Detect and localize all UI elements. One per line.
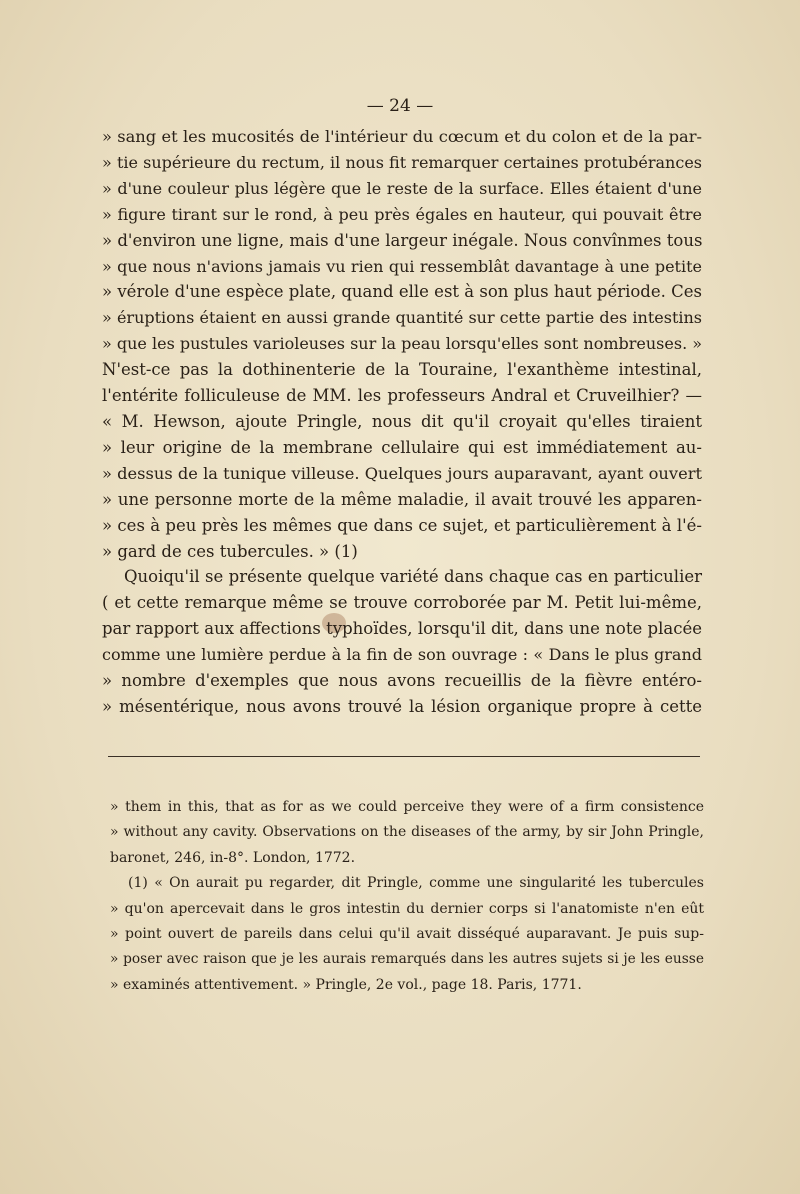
text-line: » leur origine de la membrane cellulaire qui est immédiatement au-: [102, 437, 702, 457]
page-number: — 24 —: [366, 96, 434, 116]
main-text: [102, 124, 702, 720]
footnote-line: » point ouvert de pareils dans celui qu'il avait disséqué auparavant. Je puis sup-: [110, 926, 704, 943]
text-line: » d'environ une ligne, mais d'une largeur inégale. Nous convînmes tous: [102, 230, 703, 250]
text-line: » que les pustules varioleuses sur la peau lorsqu'elles sont nombreuses. »: [102, 334, 703, 354]
footnote-line: baronet, 246, in-8°. London, 1772.: [110, 849, 356, 866]
text-line: » tie supérieure du rectum, il nous fit remarquer certaines protubérances: [102, 152, 702, 172]
footnote-separator: [108, 756, 700, 757]
footnote-line: » them in this, that as for as we could perceive they were of a firm consistence: [110, 799, 704, 815]
text-line: » vérole d'une espèce plate, quand elle est à son plus haut période. Ces: [102, 282, 702, 302]
text-line: » une personne morte de la même maladie, il avait trouvé les apparen-: [102, 489, 702, 509]
footnote-line: » poser avec raison que je les aurais remarqués dans les autres sujets si je les eusse: [110, 951, 704, 968]
footnote-line: » examinés attentivement. » Pringle, 2e vol., page 18. Paris, 1771.: [110, 976, 582, 993]
footnote-line: » without any cavity. Observations on the diseases of the army, by sir John Pringle,: [110, 824, 704, 841]
text-line: N'est-ce pas la dothinenterie de la Touraine, l'exanthème intestinal,: [102, 360, 702, 380]
text-line: ( et cette remarque même se trouve corroborée par M. Petit lui-même,: [102, 593, 702, 613]
text-line: comme une lumière perdue à la fin de son ouvrage : « Dans le plus grand: [102, 645, 702, 665]
text-line: par rapport aux affections typhoïdes, lorsqu'il dit, dans une note placée: [102, 619, 702, 639]
text-line: » éruptions étaient en aussi grande quantité sur cette partie des intestins: [102, 308, 702, 328]
text-line: » mésentérique, nous avons trouvé la lésion organique propre à cette: [102, 696, 702, 716]
text-line: « M. Hewson, ajoute Pringle, nous dit qu'il croyait qu'elles tiraient: [102, 411, 702, 431]
text-line: Quoiqu'il se présente quelque variété dans chaque cas en particulier: [124, 567, 702, 587]
text-line: » ces à peu près les mêmes que dans ce sujet, et particulièrement à l'é-: [102, 515, 702, 535]
text-line: » sang et les mucosités de l'intérieur du cœcum et du colon et de la par-: [102, 127, 702, 146]
footnote-line: » qu'on apercevait dans le gros intestin du dernier corps si l'anatomiste n'en eût: [110, 900, 704, 917]
text-line: » dessus de la tunique villeuse. Quelques jours auparavant, ayant ouvert: [102, 463, 702, 483]
text-line: » d'une couleur plus légère que le reste de la surface. Elles étaient d'une: [102, 178, 702, 198]
text-line: » figure tirant sur le rond, à peu près égales en hauteur, qui pouvait être: [102, 204, 702, 224]
text-line: » nombre d'exemples que nous avons recueillis de la fièvre entéro-: [102, 671, 702, 691]
text-line: » gard de ces tubercules. » (1): [102, 541, 358, 561]
footnotes: [110, 795, 704, 998]
text-line: » que nous n'avions jamais vu rien qui ressemblât davantage à une petite: [102, 256, 702, 276]
footnote-line: (1) « On aurait pu regarder, dit Pringle, comme une singularité les tubercules: [128, 875, 704, 892]
text-line: l'entérite folliculeuse de MM. les professeurs Andral et Cruveilhier? —: [102, 386, 702, 406]
